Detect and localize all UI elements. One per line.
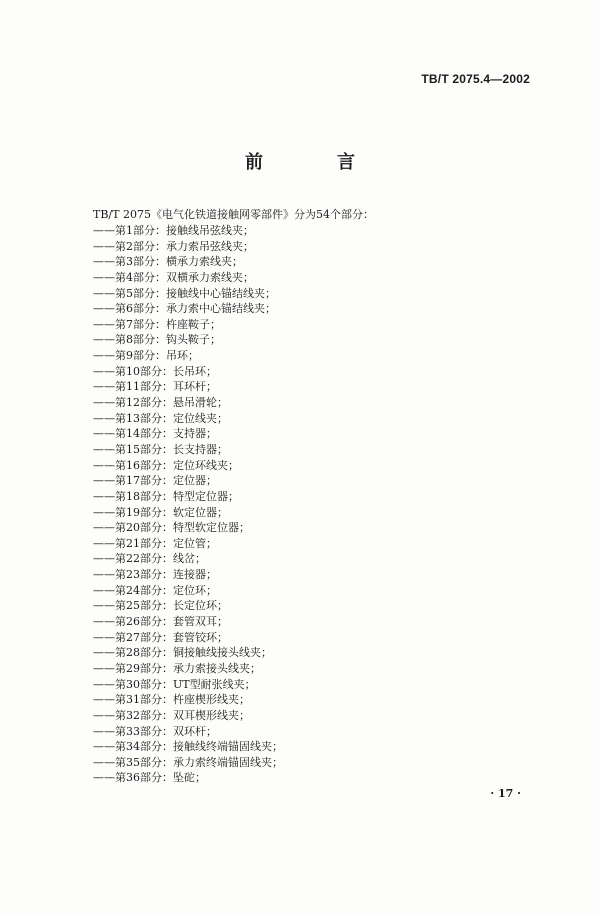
page-number: · 17 · [490, 787, 521, 800]
list-item: ——第34部分：接触线终端锚固线夹； [93, 740, 283, 754]
list-item: ——第18部分：特型定位器； [93, 489, 239, 503]
list-item: ——第7部分：杵座鞍子； [93, 317, 221, 331]
list-item: ——第3部分：横承力索线夹； [93, 255, 243, 269]
list-item: ——第13部分：定位线夹； [93, 411, 228, 425]
list-item: ——第33部分：双环杆； [93, 724, 217, 738]
list-item: ——第21部分：定位管； [93, 536, 217, 550]
list-item: ——第27部分：套管铰环； [93, 630, 228, 644]
list-item: ——第29部分：承力索接头线夹； [93, 661, 261, 675]
list-item: ——第2部分：承力索吊弦线夹； [93, 239, 254, 253]
list-item: ——第28部分：铜接触线接头线夹； [93, 646, 272, 660]
list-item: ——第5部分：接触线中心锚结线夹； [93, 286, 276, 300]
list-item: ——第19部分：软定位器； [93, 505, 228, 519]
list-item: ——第10部分：长吊环； [93, 364, 217, 378]
list-item: ——第36部分：坠砣； [93, 771, 206, 785]
list-item: ——第25部分：长定位环； [93, 599, 228, 613]
list-item: ——第4部分：双横承力索线夹； [93, 270, 254, 284]
list-item: ——第23部分：连接器； [93, 568, 217, 582]
list-item: ——第20部分：特型软定位器； [93, 521, 250, 535]
parts-list [93, 223, 283, 786]
list-item: ——第30部分：UT型耐张线夹； [93, 677, 256, 691]
standard-code: TB/T 2075.4—2002 [421, 72, 530, 86]
list-item: ——第24部分：定位环； [93, 583, 217, 597]
list-item: ——第32部分：双耳楔形线夹； [93, 708, 250, 722]
list-item: ——第9部分：吊环； [93, 349, 199, 363]
list-item: ——第16部分：定位环线夹； [93, 458, 239, 472]
list-item: ——第8部分：钩头鞍子； [93, 333, 221, 347]
list-item: ——第17部分：定位器； [93, 474, 217, 488]
list-item: ——第26部分：套管双耳； [93, 615, 228, 629]
list-item: ——第35部分：承力索终端锚固线夹； [93, 755, 283, 769]
list-item: ——第22部分：线岔； [93, 552, 206, 566]
list-item: ——第12部分：悬吊滑轮； [93, 396, 228, 410]
list-item: ——第11部分：耳环杆； [93, 380, 217, 394]
list-item: ——第31部分：杵座楔形线夹； [93, 693, 250, 707]
page-title: 前 言 [245, 152, 383, 173]
list-item: ——第1部分：接触线吊弦线夹； [93, 224, 254, 237]
intro-paragraph: TB/T 2075《电气化铁道接触网零部件》分为54个部分： [93, 208, 374, 221]
list-item: ——第14部分：支持器； [93, 427, 217, 441]
list-item: ——第15部分：长支持器； [93, 442, 228, 456]
list-item: ——第6部分：承力索中心锚结线夹； [93, 302, 276, 316]
